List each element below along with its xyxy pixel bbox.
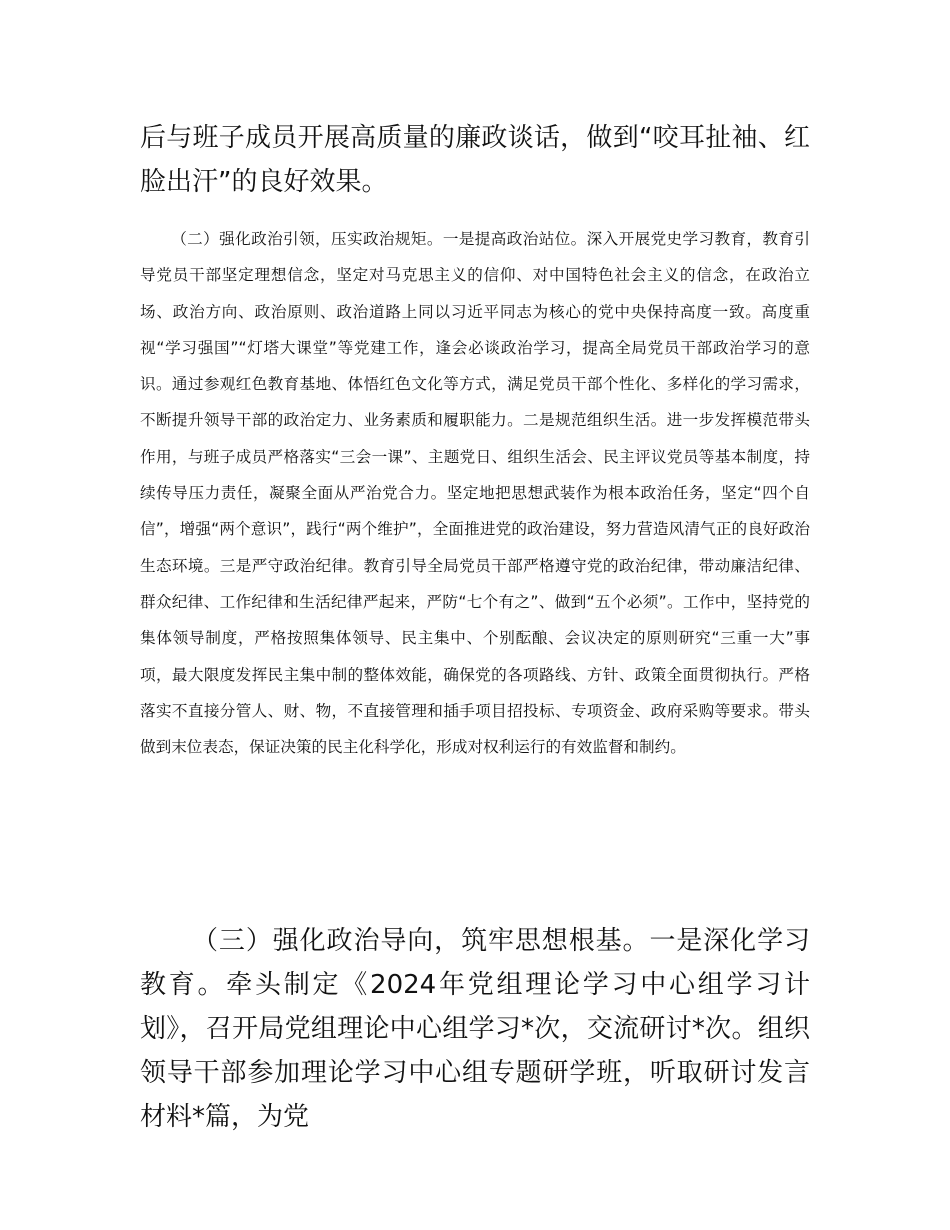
paragraph-continuation: 后与班子成员开展高质量的廉政谈话，做到“咬耳扯袖、红脸出汗”的良好效果。 xyxy=(140,123,810,197)
paragraph-political-orientation: （三）强化政治导向，筑牢思想根基。一是深化学习教育。牵头制定《2024年党组理论学习中心组学习计划》，召开局党组理论中心组学习*次，交流研讨*次。组织领导干部参加理论学习中心组专题研学班，听取研讨发言材料*篇，为党 xyxy=(140,926,810,1132)
paragraph-political-guidance: （二）强化政治引领，压实政治规矩。一是提高政治站位。深入开展党史学习教育，教育引导党员干部坚定理想信念，坚定对马克思主义的信仰、对中国特色社会主义的信念，在政治立场、政治方向、政治原则、政治道路上同以习近平同志为核心的党中央保持高度一致。高度重视“学习强国”“灯塔大课堂”等党建工作，逢会必谈政治学习，提高全局党员干部政治学习的意识。通过参观红色教育基地、体悟红色文化等方式，满足党员干部个性化、多样化的学习需求，不断提升领导干部的政治定力、业务素质和履职能力。二是规范组织生活。进一步发挥模范带头作用，与班子成员严格落实“三会一课”、主题党日、组织生活会、民主评议党员等基本制度，持续传导压力责任，凝聚全面从严治党合力。坚定地把思想武装作为根本政治任务，坚定“四个自信”，增强“两个意识”，践行“两个维护”，全面推进党的政治建设，努力营造风清气正的良好政治生态环境。三是严守政治纪律。教育引导全局党员干部严格遵守党的政治纪律，带动廉洁纪律、群众纪律、工作纪律和生活纪律严起来，严防“七个有之”、做到“五个必须”。工作中，坚持党的集体领导制度，严格按照集体领导、民主集中、个别酝酿、会议决定的原则研究“三重一大”事项，最大限度发挥民主集中制的整体效能，确保党的各项路线、方针、政策全面贯彻执行。严格落实不直接分管人、财、物，不直接管理和插手项目招投标、专项资金、政府采购等要求。带头做到末位表态，保证决策的民主化科学化，形成对权利运行的有效监督和制约。 xyxy=(140,230,810,757)
